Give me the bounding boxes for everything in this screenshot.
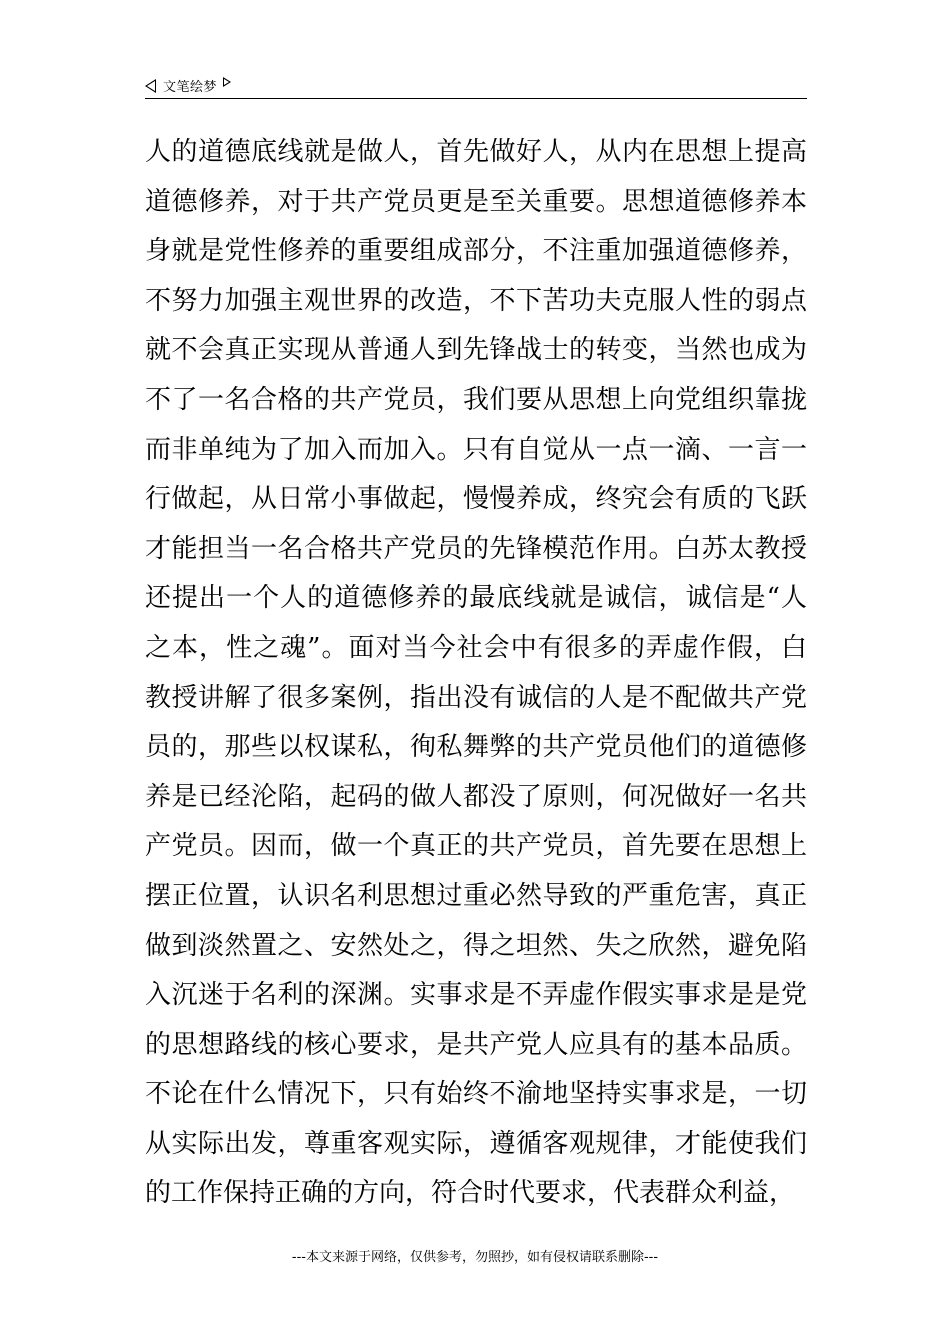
triangle-left-icon [145,79,156,93]
text-line: 就不会真正实现从普通人到先锋战士的转变，当然也成为 [145,335,807,366]
text-line: 做到淡然置之、安然处之，得之坦然、失之欣然，避免陷 [145,930,807,961]
text-line: 人的道德底线就是做人，首先做好人，从内在思想上提高 [145,137,807,167]
footer-notice: ---本文来源于网络，仅供参考，勿照抄，如有侵权请联系删除--- [291,1250,659,1265]
text-line: 道德修养，对于共产党员更是至关重要。思想道德修养本 [145,186,807,217]
text-line: 养是已经沦陷，起码的做人都没了原则，何况做好一名共 [145,781,807,812]
triangle-right-icon [223,77,231,87]
body-text [145,128,807,1219]
header-brand: 文笔绘梦 [163,79,218,95]
page-header [145,72,807,99]
text-line: 才能担当一名合格共产党员的先锋模范作用。白苏太教授 [145,533,807,564]
text-line: 摆正位置，认识名利思想过重必然导致的严重危害，真正 [145,880,807,911]
text-line: 不努力加强主观世界的改造，不下苦功夫克服人性的弱点 [145,285,807,316]
text-line: 的思想路线的核心要求，是共产党人应具有的基本品质。 [145,1029,807,1060]
text-line: 产党员。因而，做一个真正的共产党员，首先要在思想上 [145,831,807,862]
text-line: 而非单纯为了加入而加入。只有自觉从一点一滴、一言一 [145,434,807,465]
text-line: 的工作保持正确的方向，符合时代要求，代表群众利益， [145,1178,796,1209]
text-line: 从实际出发，尊重客观实际，遵循客观规律，才能使我们 [145,1128,807,1159]
text-line: 员的，那些以权谋私，徇私舞弊的共产党员他们的道德修 [145,732,807,763]
text-line: 教授讲解了很多案例，指出没有诚信的人是不配做共产党 [145,682,807,713]
text-line: 入沉迷于名利的深渊。实事求是不弄虚作假实事求是是党 [145,980,807,1011]
text-line: 不论在什么情况下，只有始终不渝地坚持实事求是，一切 [145,1079,807,1110]
text-line: 不了一名合格的共产党员，我们要从思想上向党组织靠拢 [145,384,807,415]
text-line: 之本，性之魂”。面对当今社会中有很多的弄虚作假，白 [145,632,807,663]
text-line: 行做起，从日常小事做起，慢慢养成，终究会有质的飞跃 [145,484,807,515]
text-line: 身就是党性修养的重要组成部分，不注重加强道德修养， [145,236,807,267]
text-line: 还提出一个人的道德修养的最底线就是诚信，诚信是“人 [145,583,807,614]
